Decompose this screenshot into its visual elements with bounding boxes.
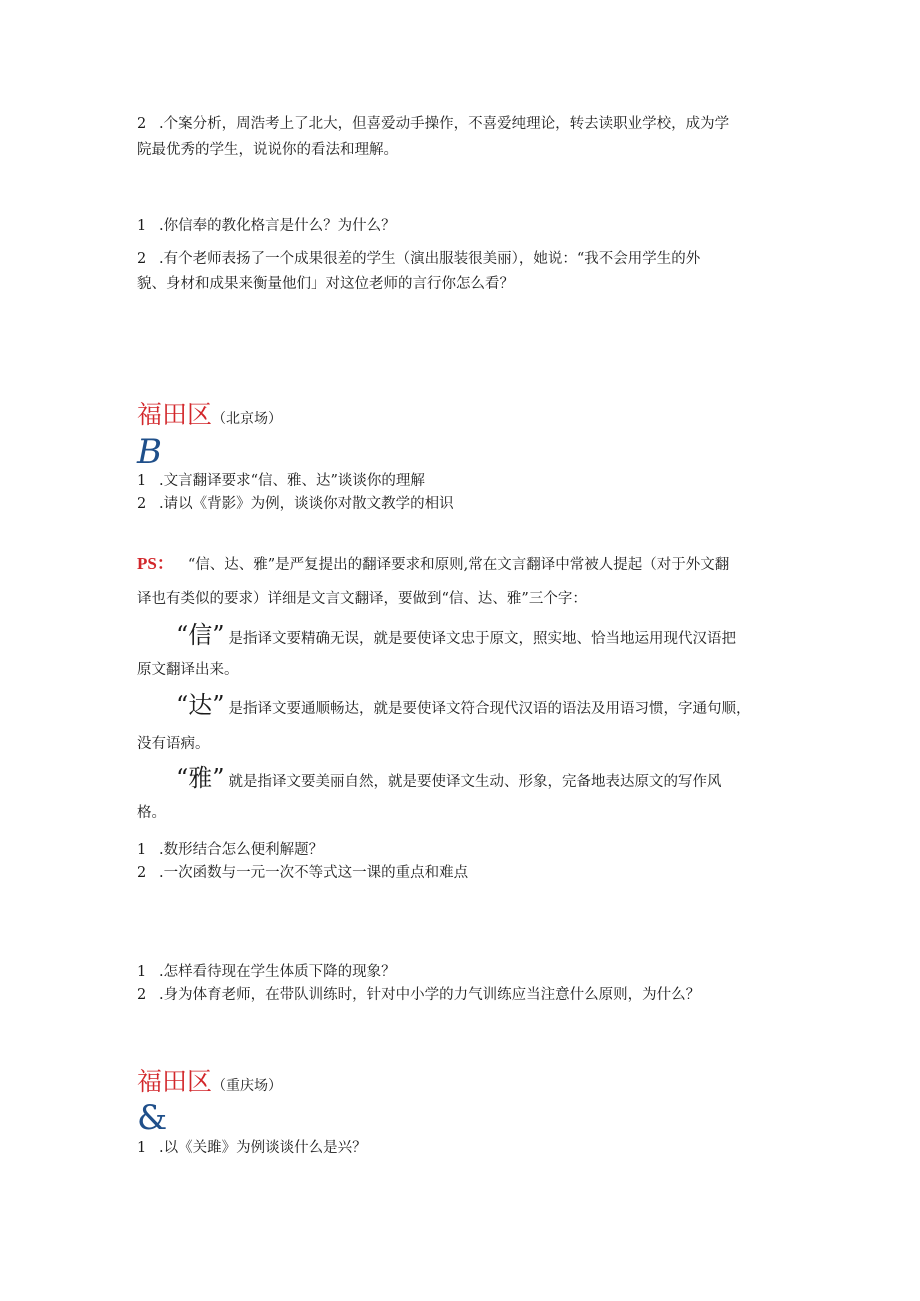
da-text: 是指译文要通顺畅达，就是要使译文符合现代汉语的语法及用语习惯，字通句顺， (228, 701, 751, 717)
xin-line-1 (176, 620, 736, 650)
question-text: .你信奉的教化格言是什么？为什么？ (159, 218, 396, 234)
question-1 (137, 216, 396, 236)
question-1 (137, 840, 323, 860)
question-text: .一次函数与一元一次不等式这一课的重点和难点 (159, 865, 469, 881)
question-text: .数形结合怎么便利解题？ (159, 842, 324, 858)
section-letter: B (137, 432, 162, 472)
xin-line-2: 原文翻译出来。 (137, 662, 239, 678)
xin-text: 是指译文要精确无误，就是要使译文忠于原文，照实地、恰当地运用现代汉语把 (228, 631, 737, 647)
da-keyword: “达” (176, 691, 225, 719)
section-heading-chongqing (137, 1066, 282, 1098)
question-2-line-2: 院最优秀的学生，说说你的看法和理解。 (137, 142, 398, 158)
ps-line-2: 译也有类似的要求）详细是文言文翻译，要做到“信、达、雅”三个字： (137, 591, 587, 607)
district-title: 福田区 (137, 400, 213, 429)
ya-text: 就是指译文要美丽自然，就是要使译文生动、形象，完备地表达原文的写作风 (228, 774, 722, 790)
question-2-line-1 (137, 249, 700, 269)
section-heading-beijing (137, 399, 282, 431)
question-2 (137, 494, 454, 514)
question-number: 1 (137, 218, 147, 234)
question-number: 1 (137, 842, 147, 858)
ps-label: PS： (137, 554, 174, 573)
question-number: 2 (137, 251, 147, 267)
question-1 (137, 471, 425, 491)
venue-label: （重庆场） (212, 1078, 283, 1094)
question-2-line-2: 貌、身材和成果来衡量他们」对这位老师的言行你怎么看？ (137, 276, 514, 292)
question-1 (137, 962, 396, 982)
question-text: .请以《背影》为例，谈谈你对散文教学的相识 (159, 496, 454, 512)
section-letter: & (137, 1098, 168, 1138)
ya-line-1 (176, 763, 722, 793)
question-number: 2 (137, 116, 147, 132)
district-title: 福田区 (137, 1067, 213, 1096)
question-number: 2 (137, 865, 147, 881)
ps-text: “信、达、雅”是严复提出的翻译要求和原则,常在文言翻译中常被人提起（对于外文翻 (187, 557, 730, 573)
question-number: 1 (137, 1140, 147, 1156)
question-number: 2 (137, 496, 147, 512)
question-2 (137, 863, 468, 883)
question-2 (137, 985, 700, 1005)
da-line-2: 没有语病。 (137, 736, 210, 752)
question-text: .怎样看待现在学生体质下降的现象？ (159, 964, 396, 980)
ya-keyword: “雅” (176, 764, 225, 792)
venue-label: （北京场） (212, 411, 283, 427)
question-text: .以《关雎》为例谈谈什么是兴？ (159, 1140, 367, 1156)
question-text: .个案分析，周浩考上了北大，但喜爱动手操作，不喜爱纯理论，转去读职业学校，成为学 (159, 116, 730, 132)
ya-line-2: 格。 (137, 805, 166, 821)
question-number: 1 (137, 964, 147, 980)
question-text: .身为体育老师，在带队训练时，针对中小学的力气训练应当注意什么原则，为什么？ (159, 987, 701, 1003)
question-text: .文言翻译要求“信、雅、达”谈谈你的理解 (159, 473, 425, 489)
question-2-line-1 (137, 114, 729, 134)
question-number: 2 (137, 987, 147, 1003)
da-line-1 (176, 690, 751, 720)
ps-line-1 (137, 553, 729, 576)
question-1 (137, 1138, 367, 1158)
question-text: .有个老师表扬了一个成果很差的学生（演出服装很美丽），她说：“我不会用学生的外 (159, 251, 701, 267)
xin-keyword: “信” (176, 621, 225, 649)
question-number: 1 (137, 473, 147, 489)
